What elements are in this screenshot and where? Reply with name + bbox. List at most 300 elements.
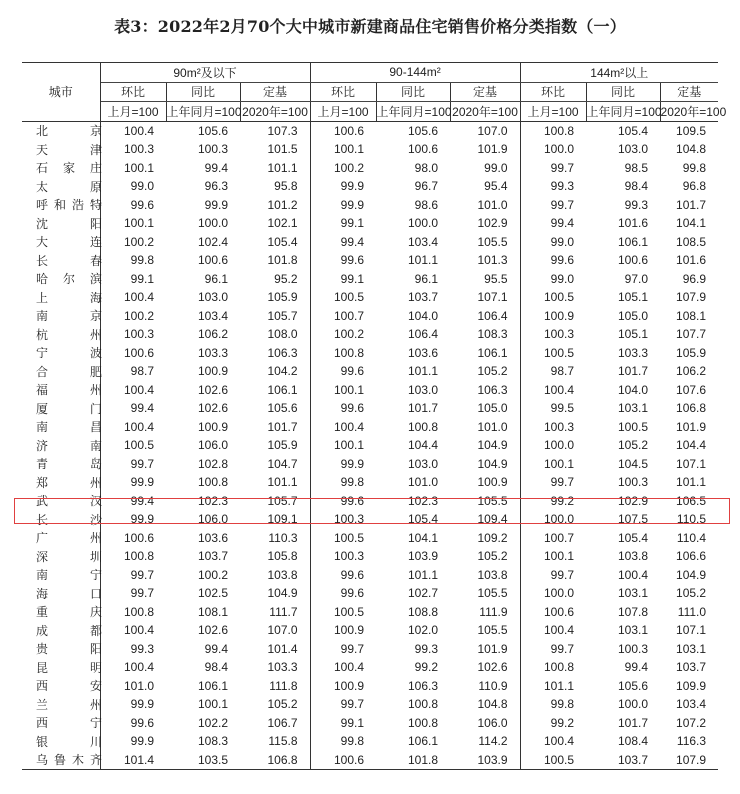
table-row	[22, 732, 718, 751]
value-cell: 100.3	[334, 512, 365, 527]
value-cell: 99.7	[550, 567, 575, 582]
value-cell: 100.5	[334, 530, 365, 545]
value-cell: 110.3	[240, 529, 310, 548]
value-cell: 99.9	[130, 475, 154, 490]
value-cell: 96.8	[682, 179, 707, 194]
city-cell	[22, 621, 100, 640]
value-cell: 100.2	[123, 234, 154, 249]
value-cell: 99.1	[130, 271, 154, 286]
value-cell: 100.8	[408, 419, 439, 434]
value-cell: 103.1	[676, 641, 707, 656]
city-name: 哈尔滨	[36, 272, 102, 287]
city-name: 福州	[36, 383, 102, 398]
base-2020: 2020年=100	[450, 102, 520, 122]
value-cell: 100.6	[544, 604, 575, 619]
value-cell: 101.4	[240, 640, 310, 659]
value-cell: 101.9	[676, 419, 707, 434]
value-cell: 100.1	[123, 216, 154, 231]
value-cell: 99.7	[550, 641, 575, 656]
value-cell: 104.7	[240, 455, 310, 474]
value-cell: 102.6	[197, 401, 228, 416]
value-cell: 104.4	[408, 438, 439, 453]
city-name: 合肥	[36, 364, 102, 379]
value-cell: 99.6	[340, 401, 365, 416]
table-row	[22, 307, 718, 326]
table-row	[22, 251, 718, 270]
value-cell: 101.9	[450, 140, 520, 159]
value-cell: 103.0	[408, 382, 439, 397]
table-row	[22, 159, 718, 178]
value-cell: 100.5	[544, 345, 575, 360]
metric-mom: 环比	[520, 82, 586, 102]
city-cell	[22, 418, 100, 437]
value-cell: 101.1	[408, 253, 439, 268]
value-cell: 104.8	[676, 142, 707, 157]
value-cell: 102.8	[197, 456, 228, 471]
value-cell: 102.3	[197, 493, 228, 508]
value-cell: 101.1	[408, 567, 439, 582]
value-cell: 109.9	[676, 678, 707, 693]
value-cell: 100.9	[197, 419, 228, 434]
base-prev-year: 上年同月=100	[586, 102, 660, 122]
value-cell: 96.7	[414, 179, 439, 194]
city-cell	[22, 399, 100, 418]
value-cell: 107.8	[618, 604, 649, 619]
value-cell: 99.4	[550, 216, 575, 231]
value-cell: 100.5	[618, 419, 649, 434]
table-row	[22, 751, 718, 770]
value-cell: 100.1	[544, 456, 575, 471]
city-name: 成都	[36, 623, 102, 638]
value-cell: 101.1	[544, 678, 575, 693]
value-cell: 101.0	[123, 678, 154, 693]
value-cell: 100.7	[334, 308, 365, 323]
value-cell: 100.8	[544, 123, 575, 138]
value-cell: 100.6	[197, 253, 228, 268]
table-row	[22, 677, 718, 696]
value-cell: 102.3	[408, 493, 439, 508]
table-row	[22, 270, 718, 289]
value-cell: 99.6	[130, 197, 154, 212]
value-cell: 100.2	[334, 327, 365, 342]
value-cell: 103.6	[408, 345, 439, 360]
value-cell: 101.1	[676, 475, 707, 490]
value-cell: 105.4	[408, 512, 439, 527]
value-cell: 99.4	[624, 660, 649, 675]
city-cell	[22, 455, 100, 474]
city-name: 西宁	[36, 716, 102, 731]
value-cell: 106.4	[450, 307, 520, 326]
value-cell: 99.9	[204, 197, 228, 212]
value-cell: 99.4	[130, 401, 154, 416]
city-name: 南昌	[36, 420, 102, 435]
table-row	[22, 695, 718, 714]
table-row	[22, 214, 718, 233]
value-cell: 103.0	[618, 142, 649, 157]
city-cell	[22, 288, 100, 307]
value-cell: 101.8	[240, 251, 310, 270]
value-cell: 114.2	[450, 732, 520, 751]
value-cell: 110.5	[676, 512, 707, 527]
value-cell: 96.1	[414, 271, 439, 286]
metric-mom: 环比	[310, 82, 376, 102]
value-cell: 105.9	[240, 436, 310, 455]
value-cell: 99.6	[550, 253, 575, 268]
value-cell: 99.9	[130, 697, 154, 712]
value-cell: 100.4	[123, 419, 154, 434]
value-cell: 100.6	[334, 123, 365, 138]
city-name: 广州	[36, 531, 102, 546]
value-cell: 107.6	[676, 382, 707, 397]
table-row	[22, 399, 718, 418]
value-cell: 101.0	[450, 418, 520, 437]
value-cell: 106.7	[240, 714, 310, 733]
city-name: 青岛	[36, 457, 102, 472]
value-cell: 105.4	[618, 123, 649, 138]
value-cell: 99.7	[340, 641, 365, 656]
city-name: 深圳	[36, 549, 102, 564]
price-index-table	[22, 62, 727, 770]
value-cell: 108.4	[618, 734, 649, 749]
value-cell: 98.7	[130, 364, 154, 379]
value-cell: 99.8	[682, 160, 707, 175]
value-cell: 100.5	[544, 290, 575, 305]
city-cell	[22, 473, 100, 492]
value-cell: 103.8	[618, 549, 649, 564]
table-row	[22, 714, 718, 733]
value-cell: 97.0	[624, 271, 649, 286]
group-header-small: 90m²及以下	[100, 63, 310, 83]
value-cell: 96.1	[204, 271, 228, 286]
value-cell: 100.4	[544, 734, 575, 749]
table-row	[22, 547, 718, 566]
value-cell: 100.3	[123, 142, 154, 157]
value-cell: 100.1	[334, 382, 365, 397]
value-cell: 104.5	[618, 456, 649, 471]
value-cell: 109.2	[450, 529, 520, 548]
city-cell	[22, 196, 100, 215]
table-title: 表3：2022年2月70个大中城市新建商品住宅销售价格分类指数（一）	[114, 17, 626, 36]
value-cell: 100.4	[123, 382, 154, 397]
city-cell	[22, 492, 100, 511]
table-row	[22, 140, 718, 159]
value-cell: 105.2	[450, 547, 520, 566]
table-row	[22, 325, 718, 344]
value-cell: 101.6	[618, 216, 649, 231]
value-cell: 103.8	[450, 566, 520, 585]
value-cell: 106.1	[197, 678, 228, 693]
table-row	[22, 177, 718, 196]
value-cell: 105.2	[450, 362, 520, 381]
value-cell: 106.1	[450, 344, 520, 363]
value-cell: 103.1	[618, 586, 649, 601]
value-cell: 106.1	[408, 734, 439, 749]
base-prev-month: 上月=100	[310, 102, 376, 122]
value-cell: 100.9	[544, 308, 575, 323]
city-name: 沈阳	[36, 216, 102, 231]
city-cell	[22, 510, 100, 529]
value-cell: 100.9	[334, 678, 365, 693]
value-cell: 100.0	[544, 142, 575, 157]
value-cell: 99.7	[130, 586, 154, 601]
value-cell: 95.8	[240, 177, 310, 196]
city-name: 贵阳	[36, 642, 102, 657]
value-cell: 100.0	[618, 697, 649, 712]
value-cell: 105.5	[450, 233, 520, 252]
base-prev-month: 上月=100	[100, 102, 166, 122]
value-cell: 99.8	[550, 697, 575, 712]
value-cell: 100.8	[408, 697, 439, 712]
value-cell: 99.9	[340, 179, 365, 194]
value-cell: 107.9	[676, 290, 707, 305]
base-prev-year: 上年同月=100	[376, 102, 450, 122]
metric-mom: 环比	[100, 82, 166, 102]
value-cell: 106.8	[240, 751, 310, 770]
value-cell: 105.1	[618, 327, 649, 342]
value-cell: 99.0	[550, 271, 575, 286]
value-cell: 106.2	[197, 327, 228, 342]
value-cell: 100.4	[544, 382, 575, 397]
value-cell: 108.3	[450, 325, 520, 344]
city-name: 天津	[36, 142, 102, 157]
value-cell: 100.5	[520, 751, 586, 770]
value-cell: 104.1	[408, 530, 439, 545]
value-cell: 101.7	[240, 418, 310, 437]
value-cell: 100.8	[123, 549, 154, 564]
value-cell: 100.0	[408, 216, 439, 231]
value-cell: 99.9	[130, 512, 154, 527]
city-cell	[22, 121, 100, 140]
city-name: 武汉	[36, 494, 102, 509]
value-cell: 111.7	[240, 603, 310, 622]
value-cell: 105.5	[450, 492, 520, 511]
value-cell: 106.0	[197, 512, 228, 527]
table-row	[22, 584, 718, 603]
table-row	[22, 121, 718, 140]
city-cell	[22, 325, 100, 344]
value-cell: 101.7	[618, 715, 649, 730]
value-cell: 99.7	[550, 197, 575, 212]
value-cell: 105.4	[240, 233, 310, 252]
value-cell: 99.4	[130, 493, 154, 508]
value-cell: 99.7	[550, 475, 575, 490]
value-cell: 104.0	[618, 382, 649, 397]
value-cell: 100.9	[450, 473, 520, 492]
value-cell: 103.3	[240, 658, 310, 677]
table-row	[22, 492, 718, 511]
value-cell: 105.7	[240, 492, 310, 511]
value-cell: 99.2	[550, 493, 575, 508]
group-header-large: 144m²以上	[520, 63, 718, 83]
city-name: 郑州	[36, 475, 102, 490]
value-cell: 105.5	[450, 621, 520, 640]
table-row	[22, 603, 718, 622]
table-row	[22, 658, 718, 677]
value-cell: 104.9	[450, 436, 520, 455]
city-name: 杭州	[36, 327, 102, 342]
value-cell: 115.8	[240, 732, 310, 751]
value-cell: 111.8	[240, 677, 310, 696]
value-cell: 100.3	[618, 475, 649, 490]
table-row	[22, 640, 718, 659]
value-cell: 99.8	[340, 475, 365, 490]
value-cell: 99.4	[340, 234, 365, 249]
city-cell	[22, 159, 100, 178]
value-cell: 105.2	[240, 695, 310, 714]
table-body	[22, 121, 718, 770]
value-cell: 105.6	[408, 123, 439, 138]
city-cell	[22, 381, 100, 400]
value-cell: 99.6	[340, 364, 365, 379]
value-cell: 105.9	[676, 345, 707, 360]
value-cell: 102.6	[450, 658, 520, 677]
value-cell: 100.5	[334, 290, 365, 305]
value-cell: 100.5	[123, 438, 154, 453]
metric-yoy: 同比	[376, 82, 450, 102]
table-row	[22, 510, 718, 529]
value-cell: 104.2	[240, 362, 310, 381]
city-cell	[22, 270, 100, 289]
value-cell: 106.3	[408, 678, 439, 693]
value-cell: 106.1	[618, 234, 649, 249]
value-cell: 105.2	[618, 438, 649, 453]
value-cell: 99.1	[340, 715, 365, 730]
city-cell	[22, 566, 100, 585]
city-cell	[22, 529, 100, 548]
value-cell: 106.1	[240, 381, 310, 400]
city-cell	[22, 603, 100, 622]
city-name: 乌鲁木齐	[36, 753, 102, 768]
value-cell: 101.7	[408, 401, 439, 416]
value-cell: 100.4	[618, 567, 649, 582]
city-cell	[22, 307, 100, 326]
value-cell: 106.6	[676, 549, 707, 564]
value-cell: 106.3	[450, 381, 520, 400]
value-cell: 100.4	[123, 660, 154, 675]
value-cell: 101.4	[100, 751, 166, 770]
value-cell: 98.6	[414, 197, 439, 212]
value-cell: 103.3	[197, 345, 228, 360]
value-cell: 110.4	[676, 530, 707, 545]
value-cell: 100.6	[310, 751, 376, 770]
city-cell	[22, 251, 100, 270]
value-cell: 105.8	[240, 547, 310, 566]
value-cell: 99.1	[340, 216, 365, 231]
value-cell: 107.5	[618, 512, 649, 527]
city-name: 南京	[36, 309, 102, 324]
value-cell: 99.9	[340, 456, 365, 471]
city-cell	[22, 695, 100, 714]
value-cell: 103.9	[450, 751, 520, 770]
value-cell: 99.0	[130, 179, 154, 194]
value-cell: 100.0	[544, 512, 575, 527]
value-cell: 109.4	[450, 510, 520, 529]
city-cell	[22, 214, 100, 233]
value-cell: 99.8	[130, 253, 154, 268]
value-cell: 106.4	[408, 327, 439, 342]
city-name: 银川	[36, 734, 102, 749]
table-row	[22, 196, 718, 215]
value-cell: 105.4	[618, 530, 649, 545]
table-row	[22, 381, 718, 400]
value-cell: 105.5	[450, 584, 520, 603]
value-cell: 100.8	[123, 604, 154, 619]
table-row	[22, 288, 718, 307]
value-cell: 108.5	[676, 234, 707, 249]
value-cell: 98.7	[550, 364, 575, 379]
city-cell	[22, 344, 100, 363]
value-cell: 102.9	[618, 493, 649, 508]
city-cell	[22, 751, 100, 770]
city-name: 昆明	[36, 660, 102, 675]
city-name: 长沙	[36, 512, 102, 527]
value-cell: 106.2	[676, 364, 707, 379]
value-cell: 107.2	[676, 715, 707, 730]
value-cell: 100.8	[408, 715, 439, 730]
value-cell: 107.7	[676, 327, 707, 342]
value-cell: 104.1	[676, 216, 707, 231]
value-cell: 107.9	[660, 751, 718, 770]
value-cell: 100.4	[334, 660, 365, 675]
value-cell: 99.7	[550, 160, 575, 175]
value-cell: 99.3	[130, 641, 154, 656]
value-cell: 103.7	[676, 660, 707, 675]
value-cell: 108.1	[197, 604, 228, 619]
table-row	[22, 455, 718, 474]
table-row	[22, 436, 718, 455]
value-cell: 105.1	[618, 290, 649, 305]
value-cell: 103.0	[408, 456, 439, 471]
value-cell: 106.0	[450, 714, 520, 733]
base-2020: 2020年=100	[240, 102, 310, 122]
value-cell: 103.8	[240, 566, 310, 585]
value-cell: 105.6	[240, 399, 310, 418]
value-cell: 116.3	[676, 734, 707, 749]
city-name: 重庆	[36, 605, 102, 620]
value-cell: 100.0	[197, 216, 228, 231]
table-row	[22, 418, 718, 437]
city-cell	[22, 547, 100, 566]
base-2020: 2020年=100	[660, 102, 718, 122]
city-name: 长春	[36, 253, 102, 268]
value-cell: 100.1	[544, 549, 575, 564]
value-cell: 108.0	[240, 325, 310, 344]
value-cell: 100.3	[334, 549, 365, 564]
value-cell: 99.9	[340, 197, 365, 212]
value-cell: 105.7	[240, 307, 310, 326]
value-cell: 100.3	[618, 641, 649, 656]
value-cell: 104.9	[240, 584, 310, 603]
metric-yoy: 同比	[586, 82, 660, 102]
value-cell: 103.7	[586, 751, 660, 770]
city-cell	[22, 177, 100, 196]
value-cell: 102.5	[197, 586, 228, 601]
value-cell: 96.9	[682, 271, 707, 286]
value-cell: 101.2	[240, 196, 310, 215]
base-prev-month: 上月=100	[520, 102, 586, 122]
value-cell: 95.2	[240, 270, 310, 289]
value-cell: 98.5	[624, 160, 649, 175]
base-prev-year: 上年同月=100	[166, 102, 240, 122]
city-name: 厦门	[36, 401, 102, 416]
value-cell: 102.7	[408, 586, 439, 601]
city-cell	[22, 362, 100, 381]
value-cell: 103.4	[197, 308, 228, 323]
city-cell	[22, 140, 100, 159]
value-cell: 100.1	[334, 438, 365, 453]
city-name: 石家庄	[36, 161, 102, 176]
table-row	[22, 473, 718, 492]
